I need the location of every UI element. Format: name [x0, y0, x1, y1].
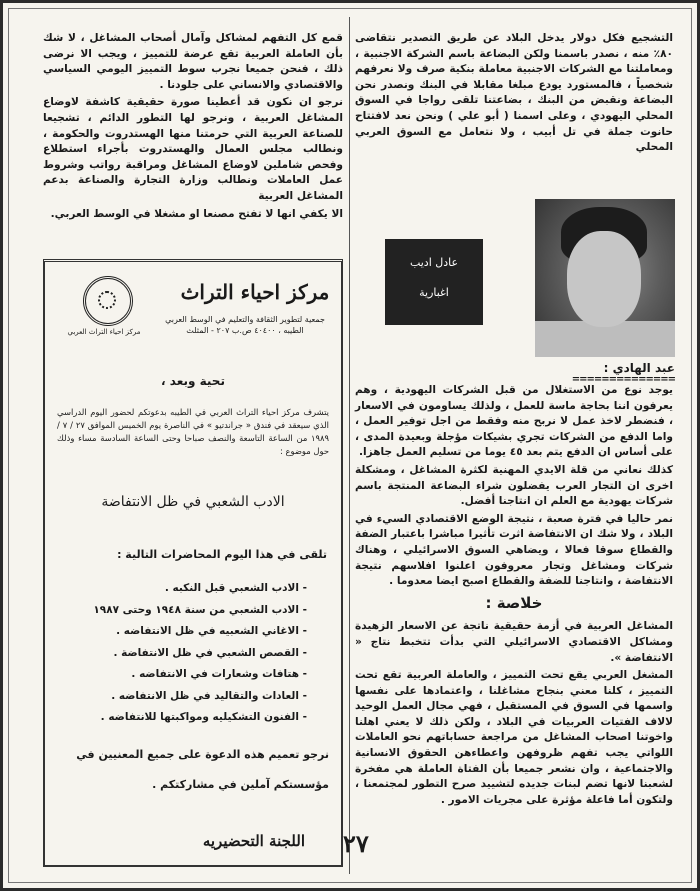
logo-caption: مركز احياء التراث العربي	[67, 328, 141, 336]
list-item: - القصص الشعبي في ظل الانتفاضة .	[113, 646, 307, 659]
paragraph: المشغل العربي يقع تحت التمييز ، والعاملة العربية تقع تحت التمييز ، كلنا معني بنجاح مشاغلنا ، واعتمادها على نفسها واسمها في السوق في المستقبل ، فهي مجال العمل الوحيد لالاف الفتيات العربيات في البلاد ، ولكن ذلك لا يعني اهلنا واخوتنا اصحاب المشاغل من مراجعة حساباتهم نحو العاملات اللواتي يجب تفهم ظروفهن واعطاءهن الحقوق الانسانية والاجتماعية ، وان نشعر جميعا بأن الفتاة العاملة هي مفخرة لشعبنا لانها تضم لبنات جديده لتشييد صرح التطور لمجتمعنا ، ولتكون أما فاعلة مؤثرة على مجريات الامور .	[355, 669, 673, 806]
paragraph: نرجو ان نكون قد أعطينا صورة حقيقية كاشفة لاوضاع المشاغل العربية ، ونرجو لها التطور الدائم ، تشجيعا للصناعة العربية التي حرمتنا منها الهستدروت والحكومة ، ونطالب مجلس العمال والهستدروت بأجراء استطلاع وفحص شاملين لاوضاع المشاغل ومراقبة رواتب وشروط عمل العاملات ونطالب وزارة التجارة والصناعة بدعم المشاغل العربية	[43, 96, 343, 202]
paragraph: كذلك نعاني من قلة الايدي المهنية لكثرة المشاغل ، ومشكلة اخرى ان التجار العرب يفضلون شراء البضاعة المنتجة باسم شركات يهودية مع العلم ان انتاجنا أفضل.	[355, 463, 673, 508]
invitation-body: يتشرف مركز احياء التراث العربي في الطيبه بدعوتكم لحضور اليوم الدراسي الذي سيعقد في فندق « جراندتيو » في الناصرة يوم الخميس الموافق ٢٧ / ٧ / ١٩٨٩ من الساعة التاسعة والنصف صباحا وحتى الساعة السادسة مساء وذلك حول موضوع :	[57, 407, 329, 456]
paragraph: نمر حاليا في فترة صعبة ، نتيجة الوضع الاقتصادي السيء في البلاد ، ولا شك ان الانتفاضة اثرت تأثيرا مباشرا باعتبار الضفة والقطاع سوقا فعالا ، ويضاهي السوق الاسرائيلي ، وهناك شركات ومشاغل وتجار معروفون اعلنوا افلاسهم نتيجة الانتفاضة ، وانتاجنا للضفة والقطاع اصبح ايضا معدوما .	[355, 512, 673, 588]
photo-row	[385, 199, 675, 359]
org-subtitle	[155, 314, 335, 336]
list-item: - الاغاني الشعبيه في ظل الانتفاضه .	[116, 625, 307, 637]
portrait-face	[567, 231, 641, 327]
closing-line: نرجو تعميم هذه الدعوة على جميع المعنيين في	[76, 748, 329, 761]
invitation-title: الادب الشعبي في ظل الانتفاضة	[101, 494, 285, 510]
right-column-lower	[355, 383, 673, 810]
left-column-top	[43, 31, 343, 224]
paragraph: يوجد نوع من الاستغلال من قبل الشركات اليهودية ، وهم يعرفون اننا بحاجة ماسة للعمل ، ولذلك يساومون في الاسعار ، فنضطر لاخذ عمل لا نربح منه وفقط من اجل توفير العمل ، واما الدفع من الشركات تجري بشيكات مؤجلة وبعيدة المدى ، على أساس ان الدفع يتم بعد ٤٥ يوما من تسليم العمل جاهزا.	[355, 384, 673, 459]
list-item: - العادات والتقاليد في ظل الانتفاضه .	[111, 689, 307, 702]
org-name: مركز احياء التراث	[180, 280, 330, 304]
paragraph: الا يكفي انها لا تفتح مصنعا او مشغلا في الوسط العربي.	[50, 207, 343, 220]
caption-role: اغبارية	[419, 286, 449, 299]
signature: اللجنة التحضيريه	[202, 832, 305, 850]
list-item: - هتافات وشعارات في الانتفاضه .	[131, 668, 307, 680]
portrait-photo	[535, 199, 675, 357]
column-divider	[349, 17, 350, 874]
paragraph: المشاغل العربية في أزمة حقيقية ناتجة عن الاسعار الزهيدة ومشاكل الاقتصادي الاسرائيلي التي بدأت تتخبط نتاج « الانتفاضة ».	[355, 620, 673, 664]
right-column-top	[355, 31, 673, 158]
invitation-closing	[57, 740, 329, 800]
paragraph: قمع كل التفهم لمشاكل وآمال أصحاب المشاغل ، لا شك بأن العاملة العربية تقع عرضة للتمييز ، ويجب الا نرضى ذلك ، فنحن جميعا نجرب سوط التمييز اليومي السياسي والاقتصادي والانساني على جلودنا .	[43, 32, 343, 91]
paragraph: التشجيع فكل دولار يدخل البلاد عن طريق التصدير نتقاضى ٨٠٪ منه ، نصدر باسمنا ولكن البضاعة باسم الشركة الاجنبية ، ومعاملتنا مع الشركات الاجنبية معاملة بنكية صرف ولا نعرفهم شخصياً ، فالمستورد يودع مبلغا مقابلا في البنك ونصدر نحن البضاعة ونقبض من البنك ، بضاعتنا تلقى رواجا في السوق المحلي اليهودي ، وعلى اسمنا ( أبو علي ) ونحن نعد لافتتاح حانوت جملة في تل أبيب ، ولا نتعامل مع السوق العربي المحلي	[355, 32, 673, 154]
author-name: عبد الهادي :	[603, 361, 675, 375]
author-underline: ==============	[571, 374, 675, 385]
org-subtitle-line: جمعية لتطوير الثقافة والتعليم في الوسط العربي	[165, 315, 325, 324]
list-item: - الادب الشعبي قبل النكبه .	[164, 582, 307, 594]
topics-list	[57, 578, 315, 729]
list-item: - الادب الشعبي من سنة ١٩٤٨ وحتى ١٩٨٧	[93, 603, 307, 616]
invitation-intro: تلقى في هذا اليوم المحاضرات التالية :	[117, 548, 327, 561]
list-item: - الفنون التشكيليه ومواكبتها للانتفاضه .	[100, 711, 307, 723]
invitation-box	[43, 259, 343, 867]
closing-line: مؤسستكم آملين في مشاركتكم .	[152, 778, 329, 791]
caption-name: عادل اديب	[409, 256, 459, 269]
page-number: ٢٧	[343, 829, 369, 858]
author-heading	[563, 361, 675, 385]
summary-heading: خلاصة :	[485, 593, 543, 612]
photo-caption	[385, 239, 483, 325]
logo-emblem-icon	[83, 276, 133, 326]
greeting: تحية وبعد ،	[161, 374, 225, 388]
org-address: الطيبه ، ٤٠٤٠٠ ص.ب ٢٠٧ - المثلث	[186, 326, 304, 335]
